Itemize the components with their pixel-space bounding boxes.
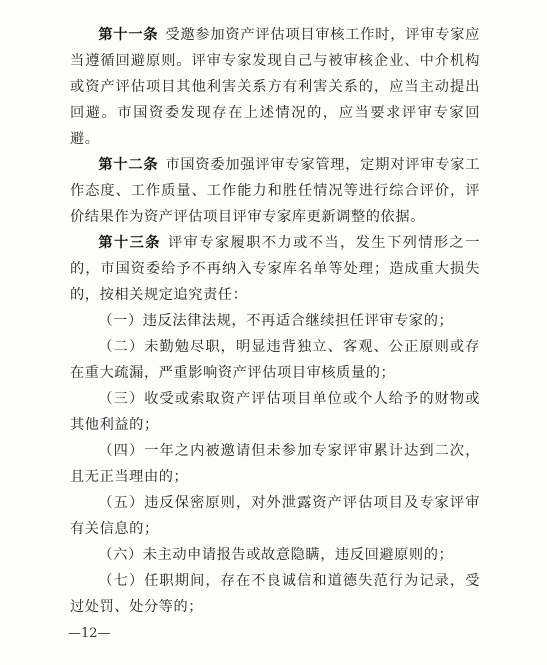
article-12-title: 第十二条 [98, 157, 159, 173]
article-11-title: 第十一条 [98, 27, 159, 43]
article-11 [70, 22, 480, 152]
list-item: （六）未主动申请报告或故意隐瞒，违反回避原则的； [98, 547, 454, 563]
article-13 [70, 230, 480, 308]
document-body [70, 22, 480, 620]
article-13-title: 第十三条 [98, 235, 161, 251]
article-13-body: 评审专家履职不力或不当，发生下列情形之一的，市国资委给予不再纳入专家库名单等处理；造成重大损失的，按相关规定追究责任： [70, 235, 480, 303]
list-item: （七）任职期间，存在不良诚信和道德失范行为记录，受过处罚、处分等的； [70, 573, 480, 615]
list-item: （一）违反法律法规，不再适合继续担任评审专家的； [98, 313, 454, 329]
page-number: —12— [68, 626, 111, 641]
list-item: （二）未勤勉尽职，明显违背独立、客观、公正原则或存在重大疏漏，严重影响资产评估项目审核质量的； [70, 339, 480, 381]
article-11-body: 受邀参加资产评估项目审核工作时，评审专家应当遵循回避原则。评审专家发现自己与被审核企业、中介机构或资产评估项目其他利害关系方有利害关系的，应当主动提出回避。市国资委发现存在上述情况的，应当要求评审专家回避。 [70, 27, 480, 147]
list-item: （三）收受或索取资产评估项目单位或个人给予的财物或其他利益的； [70, 391, 480, 433]
article-12-body: 市国资委加强评审专家管理，定期对评审专家工作态度、工作质量、工作能力和胜任情况等进行综合评价，评价结果作为资产评估项目评审专家库更新调整的依据。 [70, 157, 480, 225]
list-item: （五）违反保密原则，对外泄露资产评估项目及专家评审有关信息的； [70, 495, 480, 537]
article-12 [70, 152, 480, 230]
list-item: （四）一年之内被邀请但未参加专家评审累计达到二次，且无正当理由的； [70, 443, 480, 485]
